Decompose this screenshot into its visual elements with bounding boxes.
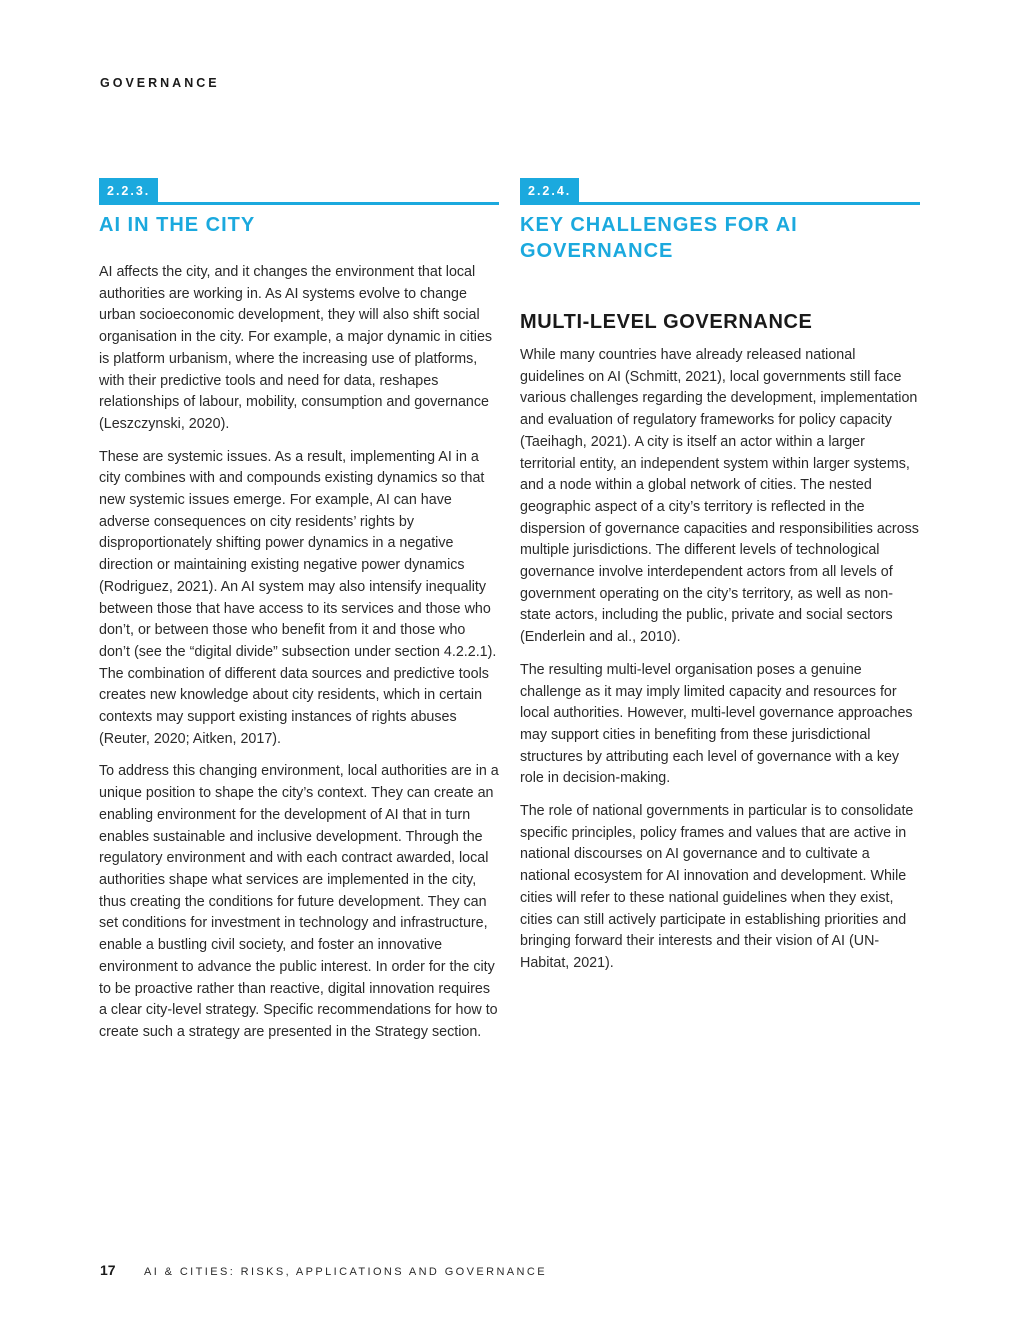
page-footer [100,1262,547,1278]
page-number: 17 [100,1262,116,1278]
right-column [520,178,920,986]
section-rule [99,202,499,205]
section-number-tab [99,178,499,206]
section-title: AI IN THE CITY [99,214,256,236]
left-column [99,178,499,1055]
section-rule [520,202,920,205]
running-header: GOVERNANCE [100,76,220,90]
section-number: 2.2.4. [520,178,579,203]
section-number: 2.2.3. [99,178,158,203]
paragraph: These are systemic issues. As a result, implementing AI in a city combines with and compounds existing dynamics so that new systemic issues emerge. For example, AI can have adverse consequences on city residents’ rights by disproportionately shifting power dynamics in a negative direction or maintaining existing negative power dynamics (Rodriguez, 2021). An AI system may also intensify inequality between those that have access to its services and those who don’t, or between those who benefit from it and those who don’t (see the “digital divide” subsection under section 4.2.2.1). The combination of different data sources and predictive tools creates new knowledge about city residents, which in certain contexts may support existing instances of rights abuses (Reuter, 2020; Aitken, 2017). [99,448,497,747]
paragraph: The resulting multi-level organisation poses a genuine challenge as it may imply limited capacity and resources for local authorities. However, multi-level governance approaches may support cities in benefiting from these jurisdictional structures by attributing each level of governance with a key role in decision-making. [520,661,913,787]
subsection-title: MULTI-LEVEL GOVERNANCE [520,311,813,333]
paragraph: To address this changing environment, local authorities are in a unique position to shape the city’s context. They can create an enabling environment for the development of AI that in turn enables sustainable and inclusive development. Through the regulatory environment and with each contract awarded, local authorities shape what services are implemented in the city, thus creating the conditions for future development. They can set conditions for investment in technology and infrastructure, enable a bustling civil society, and foster an innovative environment to advance the public interest. In order for the city to be proactive rather than reactive, digital innovation requires a clear city-level strategy. Specific recommendations for how to create such a strategy are presented in the Strategy section. [99,763,499,1040]
paragraph: AI affects the city, and it changes the environment that local authorities are working in. As AI systems evolve to change urban socioeconomic development, they will also shift social organisation in the city. For example, a major dynamic in cities is platform urbanism, where the increasing use of platforms, with their predictive tools and need for data, reshapes relationships of labour, mobility, consumption and governance (Leszczynski, 2020). [99,264,493,432]
section-number-tab [520,178,920,206]
paragraph: While many countries have already released national guidelines on AI (Schmitt, 2021), local governments still face various challenges regarding the development, implementation and evaluation of regulatory frameworks for policy capacity (Taeihagh, 2021). A city is itself an actor within a larger territorial entity, an independent system within larger systems, and a node within a global network of cities. The nested geographic aspect of a city’s territory is reflected in the dispersion of governance capacities and responsibilities across multiple jurisdictions. The different levels of technological governance involve interdependent actors from all levels of government operating on the city’s territory, as well as non-state actors, including the public, private and social sectors (Enderlein and al., 2010). [520,347,919,646]
publication-title: AI & CITIES: RISKS, APPLICATIONS AND GOVERNANCE [144,1266,547,1278]
section-title: KEY CHALLENGES FOR AI GOVERNANCE [520,214,798,262]
paragraph: The role of national governments in particular is to consolidate specific principles, policy frames and values that are active in national discourses on AI governance and to cultivate a national ecosystem for AI innovation and development. While cities will refer to these national guidelines when they exist, cities can still actively participate in establishing priorities and bringing forward their interests and their vision of AI (UN-Habitat, 2021). [520,803,914,971]
